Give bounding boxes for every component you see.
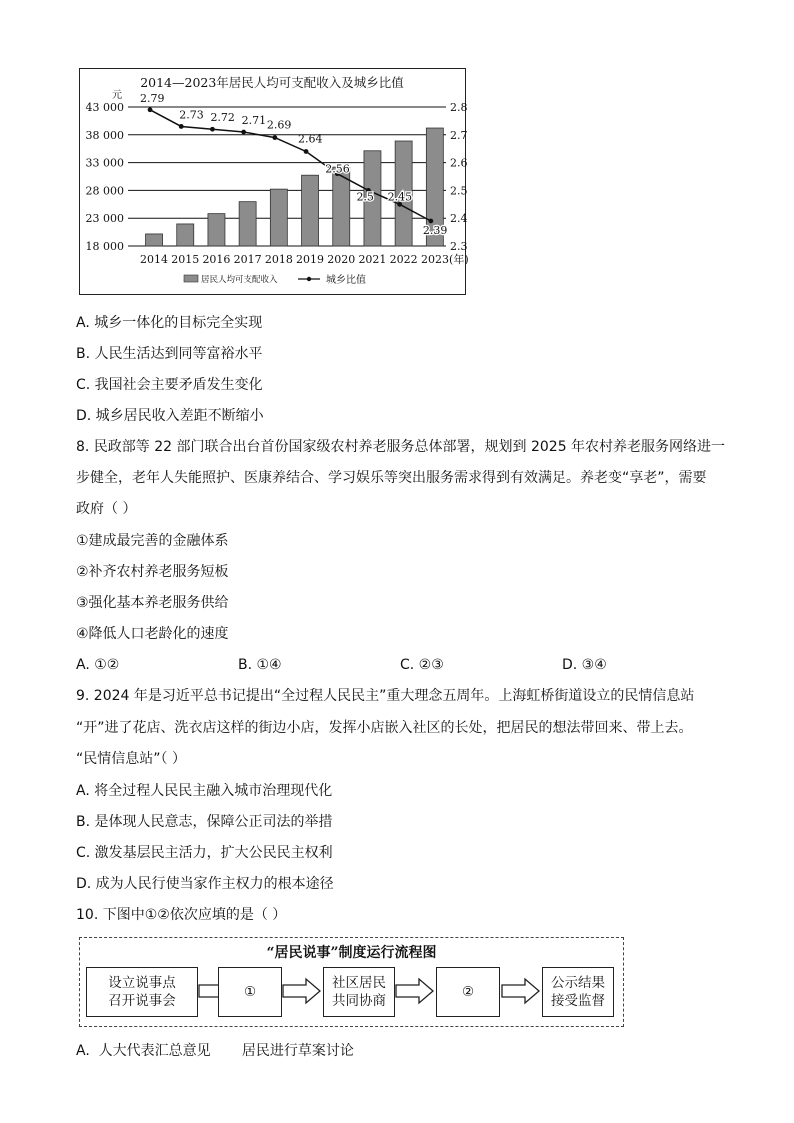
legend-line-label: 城乡比值 (326, 275, 366, 286)
q8-item-4: ④降低人口老龄化的速度 (76, 626, 229, 642)
income-ratio-chart (79, 68, 469, 295)
chart-title: 2014—2023年居民人均可支配收入及城乡比值 (140, 75, 404, 90)
chart-svg (80, 69, 469, 294)
flow-box-3-line1: 社区居民 (332, 975, 386, 991)
ratio-point (210, 127, 215, 132)
q9-option-c[interactable]: C. 激发基层民主活力，扩大公民民主权利 (76, 845, 333, 861)
ratio-point (179, 124, 184, 129)
x-tick-label: 2023(年) (421, 253, 469, 266)
x-tick-label: 2019 (296, 253, 325, 266)
y-left-tick-label: 33 000 (85, 156, 124, 170)
q9-option-b[interactable]: B. 是体现人民意志，保障公正司法的举措 (76, 814, 333, 830)
x-tick-label: 2022 (389, 253, 418, 266)
flow-box-5 (542, 967, 614, 1017)
y-right-tick-label: 2.7 (450, 128, 468, 142)
q9-option-a[interactable]: A. 将全过程人民民主融入城市治理现代化 (76, 783, 333, 799)
x-tick-label: 2017 (233, 253, 262, 266)
flow-box-5-line2: 接受监督 (551, 993, 605, 1009)
ratio-point (148, 107, 153, 112)
q8-option-d[interactable]: D. ③④ (562, 657, 607, 673)
x-tick-label: 2020 (327, 253, 356, 266)
q9-option-d[interactable]: D. 成为人民行使当家作主权力的根本途径 (76, 876, 334, 892)
ratio-data-label: 2.72 (210, 111, 235, 125)
y-left-tick-label: 43 000 (85, 101, 124, 114)
q8-stem-line3: 政府（ ） (76, 501, 137, 517)
y-right-tick-label: 2.8 (450, 101, 468, 114)
q7-option-b[interactable]: B. 人民生活达到同等富裕水平 (76, 346, 263, 362)
flow-arrow-2-icon (282, 978, 322, 1004)
flow-box-5-line1: 公示结果 (551, 975, 605, 991)
ratio-data-label: 2.69 (266, 118, 292, 132)
ratio-data-label: 2.45 (387, 190, 413, 204)
q10-stem: 10. 下图中①②依次应填的是（ ） (76, 907, 287, 923)
y-right-tick-label: 2.3 (450, 240, 468, 253)
ratio-data-label: 2.39 (422, 223, 448, 237)
income-bar (302, 175, 319, 246)
q8-item-3: ③强化基本养老服务供给 (76, 595, 229, 611)
q8-stem-line2: 步健全，老年人失能照护、医康养结合、学习娱乐等突出服务需求得到有效满足。养老变“享老”，需要 (76, 470, 707, 486)
flow-box-4-label: ② (461, 984, 475, 1000)
income-bar (270, 189, 287, 246)
q9-stem-line3: “民情信息站”（ ） (76, 751, 186, 767)
ratio-data-label: 2.56 (325, 162, 350, 176)
x-tick-label: 2018 (264, 253, 293, 266)
income-bar (239, 202, 256, 246)
x-tick-label: 2016 (202, 253, 231, 266)
flow-box-1 (86, 967, 198, 1017)
q7-option-d[interactable]: D. 城乡居民收入差距不断缩小 (76, 408, 264, 424)
income-bar (146, 234, 163, 246)
q8-option-a[interactable]: A. ①② (76, 657, 120, 673)
q8-item-2: ②补齐农村养老服务短板 (76, 564, 229, 580)
flow-arrow-3-icon (395, 978, 435, 1004)
income-bar (177, 224, 194, 246)
x-tick-label: 2015 (171, 253, 200, 266)
ratio-data-label: 2.71 (241, 114, 267, 128)
y-left-tick-label: 23 000 (85, 212, 124, 226)
q8-option-c[interactable]: C. ②③ (400, 657, 444, 673)
chart-unit-label: 元 (112, 90, 122, 101)
y-right-tick-label: 2.5 (450, 184, 468, 198)
flow-arrow-4-icon (501, 978, 541, 1004)
ratio-point (304, 149, 309, 154)
flow-chart (79, 937, 624, 1027)
q7-option-a[interactable]: A. 城乡一体化的目标完全实现 (76, 315, 263, 331)
y-right-tick-label: 2.6 (450, 156, 468, 170)
legend-bar-swatch (184, 275, 198, 282)
flow-box-1-line2: 召开说事会 (108, 993, 176, 1009)
flow-title: “居民说事”制度运行流程图 (266, 945, 437, 961)
y-right-tick-label: 2.4 (450, 212, 468, 226)
y-left-tick-label: 28 000 (85, 184, 124, 198)
flow-box-2-label: ① (243, 984, 257, 1000)
q8-option-b[interactable]: B. ①④ (238, 657, 282, 673)
q9-stem-line1: 9. 2024 年是习近平总书记提出“全过程人民民主”重大理念五周年。上海虹桥街道设立的民情信息站 (76, 688, 695, 704)
x-tick-label: 2014 (140, 253, 169, 266)
ratio-point (241, 130, 246, 135)
flow-box-1-line1: 设立说事点 (108, 975, 176, 991)
x-tick-label: 2021 (358, 253, 387, 266)
flow-box-2-blank-1 (218, 967, 282, 1017)
legend-bar-label: 居民人均可支配收入 (201, 275, 278, 285)
y-left-tick-label: 18 000 (85, 240, 124, 253)
ratio-data-label: 2.79 (140, 91, 165, 105)
ratio-point (428, 219, 433, 224)
ratio-point (272, 135, 277, 140)
ratio-data-label: 2.73 (179, 108, 204, 122)
legend-line-marker (307, 277, 311, 281)
ratio-data-label: 2.5 (356, 190, 374, 204)
q7-option-c[interactable]: C. 我国社会主要矛盾发生变化 (76, 377, 263, 393)
q10-option-a[interactable]: A. 人大代表汇总意见 居民进行草案讨论 (76, 1043, 354, 1059)
q8-stem-line1: 8. 民政部等 22 部门联合出台首份国家级农村养老服务总体部署，规划到 2025 年农村养老服务网络进一 (76, 439, 726, 455)
flow-box-3-line2: 共同协商 (332, 993, 386, 1009)
income-bar (208, 214, 225, 246)
flow-box-4-blank-2 (436, 967, 500, 1017)
flow-box-3 (323, 967, 395, 1017)
q9-stem-line2: “开”进了花店、洗衣店这样的街边小店，发挥小店嵌入社区的长处，把居民的想法带回来、带上去。 (76, 720, 693, 736)
ratio-data-label: 2.64 (298, 132, 323, 146)
y-left-tick-label: 38 000 (85, 128, 124, 142)
q8-item-1: ①建成最完善的金融体系 (76, 533, 229, 549)
